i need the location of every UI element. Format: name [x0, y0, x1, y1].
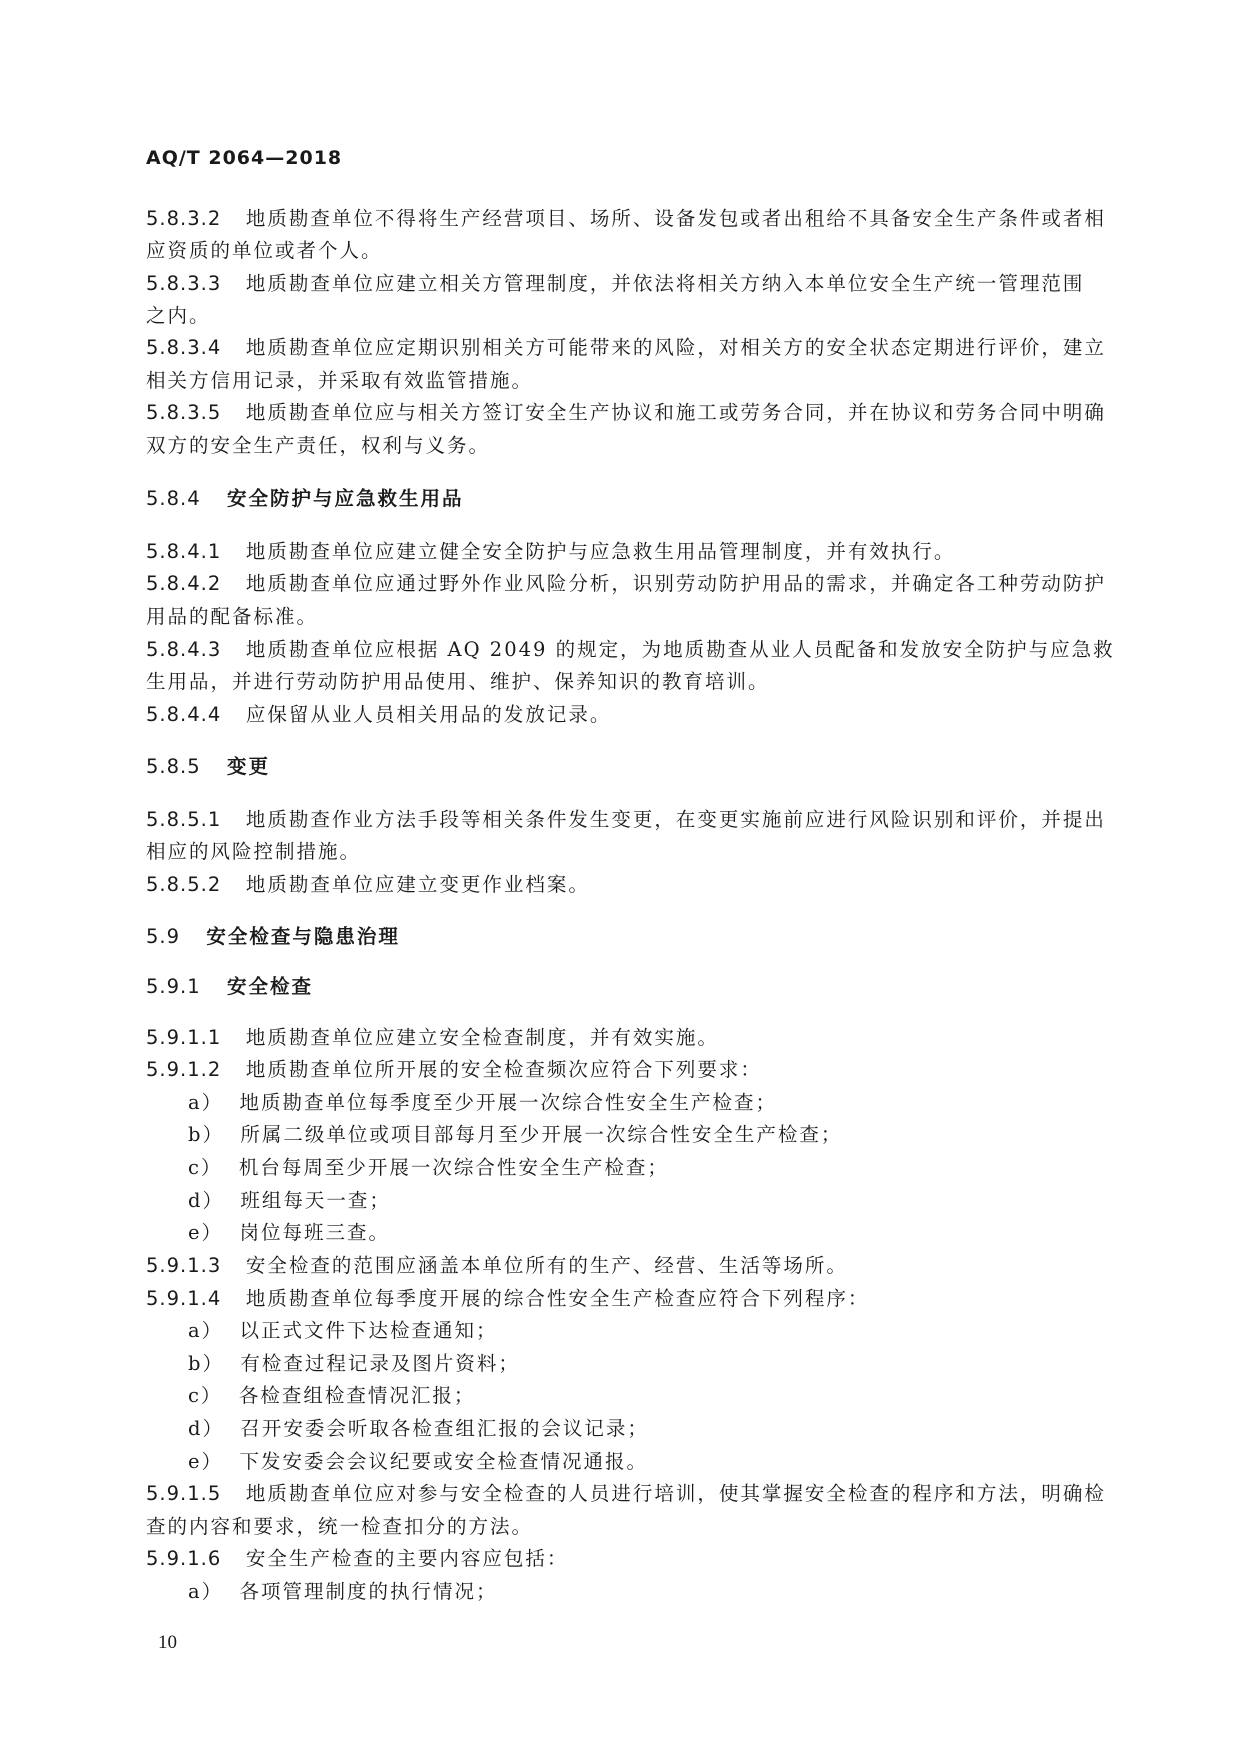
list-text: 各检查组检查情况汇报；: [238, 1384, 476, 1407]
list-label: b）: [188, 1123, 224, 1146]
standard-header: AQ/T 2064—2018: [146, 147, 343, 169]
list-text: 召开安委会听取各检查组汇报的会议记录；: [240, 1417, 649, 1440]
clause-5-9-1-5-cont: 查的内容和要求，统一检查扣分的方法。: [146, 1515, 534, 1538]
list-label: e）: [188, 1450, 224, 1473]
clause-number: 5.9.1.3: [146, 1254, 222, 1277]
list-text: 岗位每班三查。: [239, 1221, 390, 1244]
clause-number: 5.8.3.5: [146, 401, 222, 424]
clause-5-8-5-1-cont: 相应的风险控制措施。: [146, 840, 362, 863]
list-item: [188, 1315, 498, 1343]
clause-5-8-3-2: [146, 203, 1106, 231]
clause-text: 地质勘查单位应对参与安全检查的人员进行培训，使其掌握安全检查的程序和方法，明确检: [245, 1482, 1106, 1505]
clause-5-8-4-2-cont: 用品的配备标准。: [146, 605, 319, 628]
clause-text: 地质勘查单位应与相关方签订安全生产协议和施工或劳务合同，并在协议和劳务合同中明确: [245, 401, 1106, 424]
clause-text: 地质勘查单位应建立安全检查制度，并有效实施。: [245, 1026, 719, 1049]
list-item: [188, 1380, 475, 1408]
list-text: 有检查过程记录及图片资料；: [240, 1352, 520, 1375]
clause-5-8-4-4: [146, 699, 611, 727]
clause-text: 应保留从业人员相关用品的发放记录。: [245, 703, 612, 726]
section-title: 安全检查与隐患治理: [206, 925, 400, 948]
list-text: 各项管理制度的执行情况；: [239, 1580, 498, 1603]
list-item: [188, 1152, 669, 1180]
clause-text: 地质勘查单位每季度开展的综合性安全生产检查应符合下列程序：: [245, 1287, 870, 1310]
clause-5-8-3-5-cont: 双方的安全生产责任，权利与义务。: [146, 434, 491, 457]
clause-text: 地质勘查单位不得将生产经营项目、场所、设备发包或者出租给不具备安全生产条件或者相: [245, 207, 1106, 230]
list-label: c）: [188, 1384, 223, 1407]
clause-text: 地质勘查单位应定期识别相关方可能带来的风险，对相关方的安全状态定期进行评价，建立: [245, 336, 1106, 359]
clause-5-9-1-3: [146, 1250, 848, 1278]
clause-number: 5.8.4.4: [146, 703, 222, 726]
clause-5-9-1-2: [146, 1054, 762, 1082]
list-text: 班组每天一查；: [240, 1189, 391, 1212]
list-label: a）: [188, 1319, 224, 1342]
clause-5-8-3-3: [146, 268, 1084, 296]
list-text: 以正式文件下达检查通知；: [239, 1319, 498, 1342]
clause-number: 5.8.5.1: [146, 808, 222, 831]
list-item: [188, 1217, 390, 1245]
clause-number: 5.9.1.2: [146, 1058, 222, 1081]
list-label: a）: [188, 1091, 224, 1114]
clause-text: 地质勘查作业方法手段等相关条件发生变更，在变更实施前应进行风险识别和评价，并提出: [245, 808, 1106, 831]
clause-number: 5.9.1.4: [146, 1287, 222, 1310]
section-number: 5.8.4: [146, 487, 201, 510]
clause-5-8-3-4-cont: 相关方信用记录，并采取有效监管措施。: [146, 369, 534, 392]
clause-number: 5.9.1.1: [146, 1026, 222, 1049]
list-label: d）: [188, 1417, 224, 1440]
section-number: 5.9: [146, 925, 181, 948]
clause-text: 地质勘查单位所开展的安全检查频次应符合下列要求：: [245, 1058, 762, 1081]
clause-5-8-4-2: [146, 568, 1106, 596]
list-text: 机台每周至少开展一次综合性安全生产检查；: [238, 1156, 669, 1179]
list-text: 地质勘查单位每季度至少开展一次综合性安全生产检查；: [239, 1091, 778, 1114]
clause-text: 地质勘查单位应建立变更作业档案。: [245, 873, 590, 896]
clause-number: 5.8.4.1: [146, 540, 222, 563]
list-text: 下发安委会会议纪要或安全检查情况通报。: [239, 1450, 648, 1473]
section-title: 安全防护与应急救生用品: [227, 487, 464, 510]
list-item: [188, 1446, 648, 1474]
clause-5-8-5-2: [146, 869, 590, 897]
section-heading-5-8-5: [146, 751, 270, 779]
clause-text: 地质勘查单位应通过野外作业风险分析，识别劳动防护用品的需求，并确定各工种劳动防护: [245, 572, 1106, 595]
section-title: 变更: [227, 755, 271, 778]
clause-5-9-1-4: [146, 1283, 869, 1311]
clause-text: 安全生产检查的主要内容应包括：: [245, 1547, 569, 1570]
list-item: [188, 1087, 777, 1115]
section-number: 5.8.5: [146, 755, 201, 778]
clause-number: 5.9.1.5: [146, 1482, 222, 1505]
list-text: 所属二级单位或项目部每月至少开展一次综合性安全生产检查；: [240, 1123, 843, 1146]
list-item: [188, 1576, 498, 1604]
list-item: [188, 1119, 842, 1147]
list-label: e）: [188, 1221, 224, 1244]
clause-5-8-4-3: [146, 634, 1115, 662]
list-item: [188, 1413, 649, 1441]
clause-5-8-4-3-cont: 生用品，并进行劳动防护用品使用、维护、保养知识的教育培训。: [146, 670, 770, 693]
clause-number: 5.8.4.2: [146, 572, 222, 595]
clause-5-9-1-1: [146, 1022, 719, 1050]
list-label: b）: [188, 1352, 224, 1375]
list-item: [188, 1348, 520, 1376]
clause-text: 安全检查的范围应涵盖本单位所有的生产、经营、生活等场所。: [245, 1254, 848, 1277]
section-title: 安全检查: [227, 975, 314, 998]
list-label: d）: [188, 1189, 224, 1212]
section-heading-5-8-4: [146, 483, 464, 511]
list-label: c）: [188, 1156, 223, 1179]
clause-5-8-3-3-cont: 之内。: [146, 304, 211, 327]
clause-5-8-5-1: [146, 804, 1106, 832]
clause-number: 5.8.3.2: [146, 207, 222, 230]
clause-5-9-1-6: [146, 1543, 568, 1571]
section-heading-5-9: [146, 921, 400, 949]
list-label: a）: [188, 1580, 224, 1603]
page-number: 10: [158, 1632, 177, 1653]
clause-5-8-4-1: [146, 536, 955, 564]
list-item: [188, 1185, 391, 1213]
clause-5-9-1-5: [146, 1478, 1106, 1506]
clause-text: 地质勘查单位应根据 AQ 2049 的规定，为地质勘查从业人员配备和发放安全防护与应急救: [245, 638, 1115, 661]
clause-text: 地质勘查单位应建立健全安全防护与应急救生用品管理制度，并有效执行。: [245, 540, 956, 563]
section-number: 5.9.1: [146, 975, 201, 998]
clause-number: 5.8.5.2: [146, 873, 222, 896]
clause-5-8-3-5: [146, 397, 1106, 425]
clause-number: 5.8.3.3: [146, 272, 222, 295]
clause-5-8-3-2-cont: 应资质的单位或者个人。: [146, 239, 383, 262]
clause-number: 5.8.3.4: [146, 336, 222, 359]
clause-5-8-3-4: [146, 332, 1106, 360]
clause-text: 地质勘查单位应建立相关方管理制度，并依法将相关方纳入本单位安全生产统一管理范围: [245, 272, 1085, 295]
clause-number: 5.9.1.6: [146, 1547, 222, 1570]
clause-number: 5.8.4.3: [146, 638, 222, 661]
section-heading-5-9-1: [146, 971, 313, 999]
